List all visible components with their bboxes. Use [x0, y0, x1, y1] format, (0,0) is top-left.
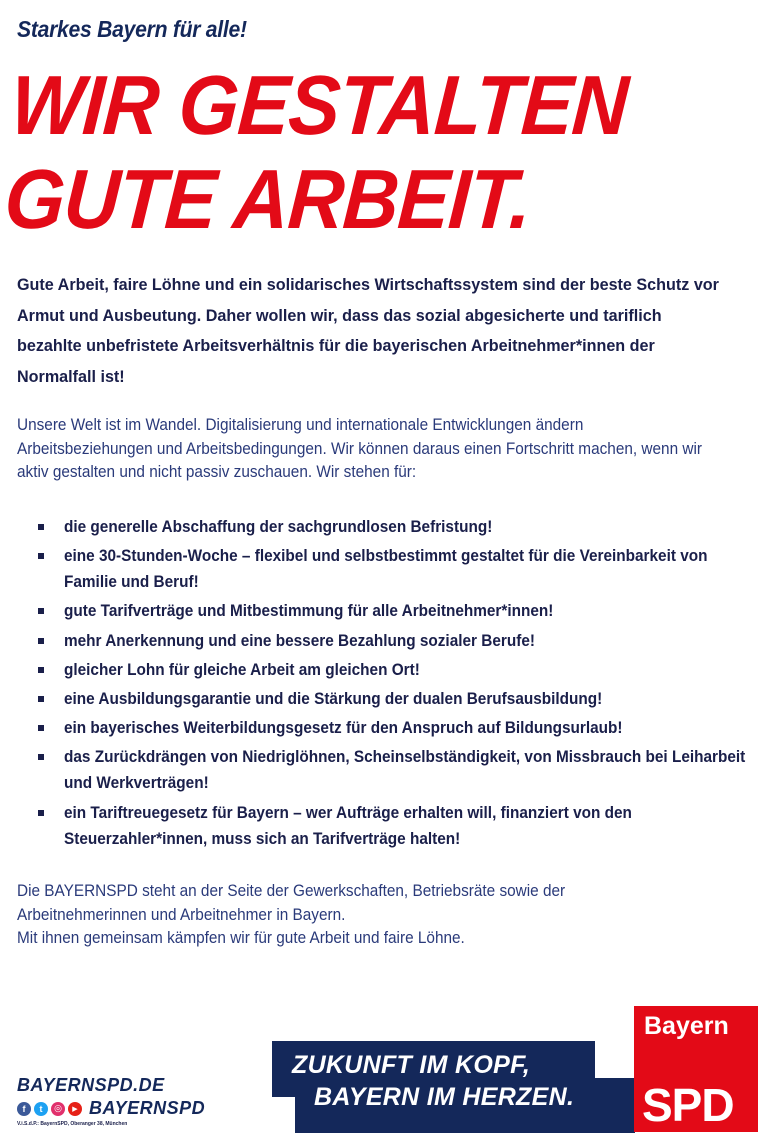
- imprint: V.i.S.d.P.: BayernSPD, Oberanger 38, München: [17, 1121, 128, 1127]
- slogan-text: ZUKUNFT IM KOPF, BAYERN IM HERZEN.: [292, 1051, 575, 1111]
- list-item: ein Tariftreuegesetz für Bayern – wer Aufträge erhalten will, finanziert von den Steuerzahler*innen, muss sich an Tarifverträge halten!: [38, 800, 768, 852]
- list-item: eine Ausbildungsgarantie und die Stärkung der dualen Berufsausbildung!: [38, 686, 768, 712]
- list-item: gute Tarifverträge und Mitbestimmung für alle Arbeitnehmer*innen!: [38, 598, 768, 624]
- logo-party: SPD: [642, 1079, 734, 1131]
- youtube-icon[interactable]: ▶: [68, 1102, 82, 1116]
- list-item: das Zurückdrängen von Niedriglöhnen, Scheinselbständigkeit, von Missbrauch bei Leiharbeit und Werkverträgen!: [38, 744, 768, 796]
- list-item: mehr Anerkennung und eine bessere Bezahlung sozialer Berufe!: [38, 628, 768, 654]
- facebook-icon[interactable]: f: [17, 1102, 31, 1116]
- social-row: [17, 1098, 205, 1119]
- headline: [2, 58, 630, 246]
- spd-logo: [634, 1006, 758, 1132]
- bullet-icon: [38, 553, 44, 559]
- bullet-icon: [38, 810, 44, 816]
- list-item: gleicher Lohn für gleiche Arbeit am gleichen Ort!: [38, 657, 768, 683]
- instagram-icon[interactable]: ◎: [51, 1102, 65, 1116]
- bullet-icon: [38, 725, 44, 731]
- kicker: Starkes Bayern für alle!: [17, 16, 247, 42]
- bullet-icon: [38, 667, 44, 673]
- list-item: die generelle Abschaffung der sachgrundlosen Befristung!: [38, 514, 768, 540]
- headline-line-2: GUTE ARBEIT.: [1, 152, 534, 246]
- headline-line-1: WIR GESTALTEN: [7, 58, 631, 152]
- intro-paragraph: Unsere Welt ist im Wandel. Digitalisierung und internationale Entwicklungen ändern Arbeitsbeziehungen und Arbeitsbedingungen. Wir können daraus einen Fortschritt machen, wenn wir aktiv gestalten und nicht passiv zuschauen. Wir stehen für:: [17, 416, 702, 481]
- list-item: ein bayerisches Weiterbildungsgesetz für den Anspruch auf Bildungsurlaub!: [38, 715, 768, 741]
- bullet-icon: [38, 638, 44, 644]
- list-item: eine 30-Stunden-Woche – flexibel und selbstbestimmt gestaltet für die Vereinbarkeit von Familie und Beruf!: [38, 543, 768, 595]
- demands-list: [38, 514, 768, 855]
- lead-paragraph: Gute Arbeit, faire Löhne und ein solidarisches Wirtschaftssystem sind der beste Schutz vor Armut und Ausbeutung. Daher wollen wir, dass das sozial abgesicherte und tariflich bezahlte unbefristete Arbeitsverhältnis für die bayerischen Arbeitnehmer*innen der Normalfall ist!: [17, 275, 719, 386]
- logo-region: Bayern: [644, 1012, 729, 1040]
- bullet-icon: [38, 696, 44, 702]
- bullet-icon: [38, 524, 44, 530]
- bullet-icon: [38, 754, 44, 760]
- twitter-icon[interactable]: t: [34, 1102, 48, 1116]
- bullet-icon: [38, 608, 44, 614]
- footer-contact: [17, 1075, 205, 1127]
- website-link[interactable]: BAYERNSPD.DE: [17, 1075, 165, 1095]
- social-handle: BAYERNSPD: [89, 1098, 206, 1118]
- closing-paragraph: Die BAYERNSPD steht an der Seite der Gewerkschaften, Betriebsräte sowie der Arbeitnehmerinnen und Arbeitnehmer in Bayern. Mit ihnen gemeinsam kämpfen wir für gute Arbeit und faire Löhne.: [17, 882, 566, 947]
